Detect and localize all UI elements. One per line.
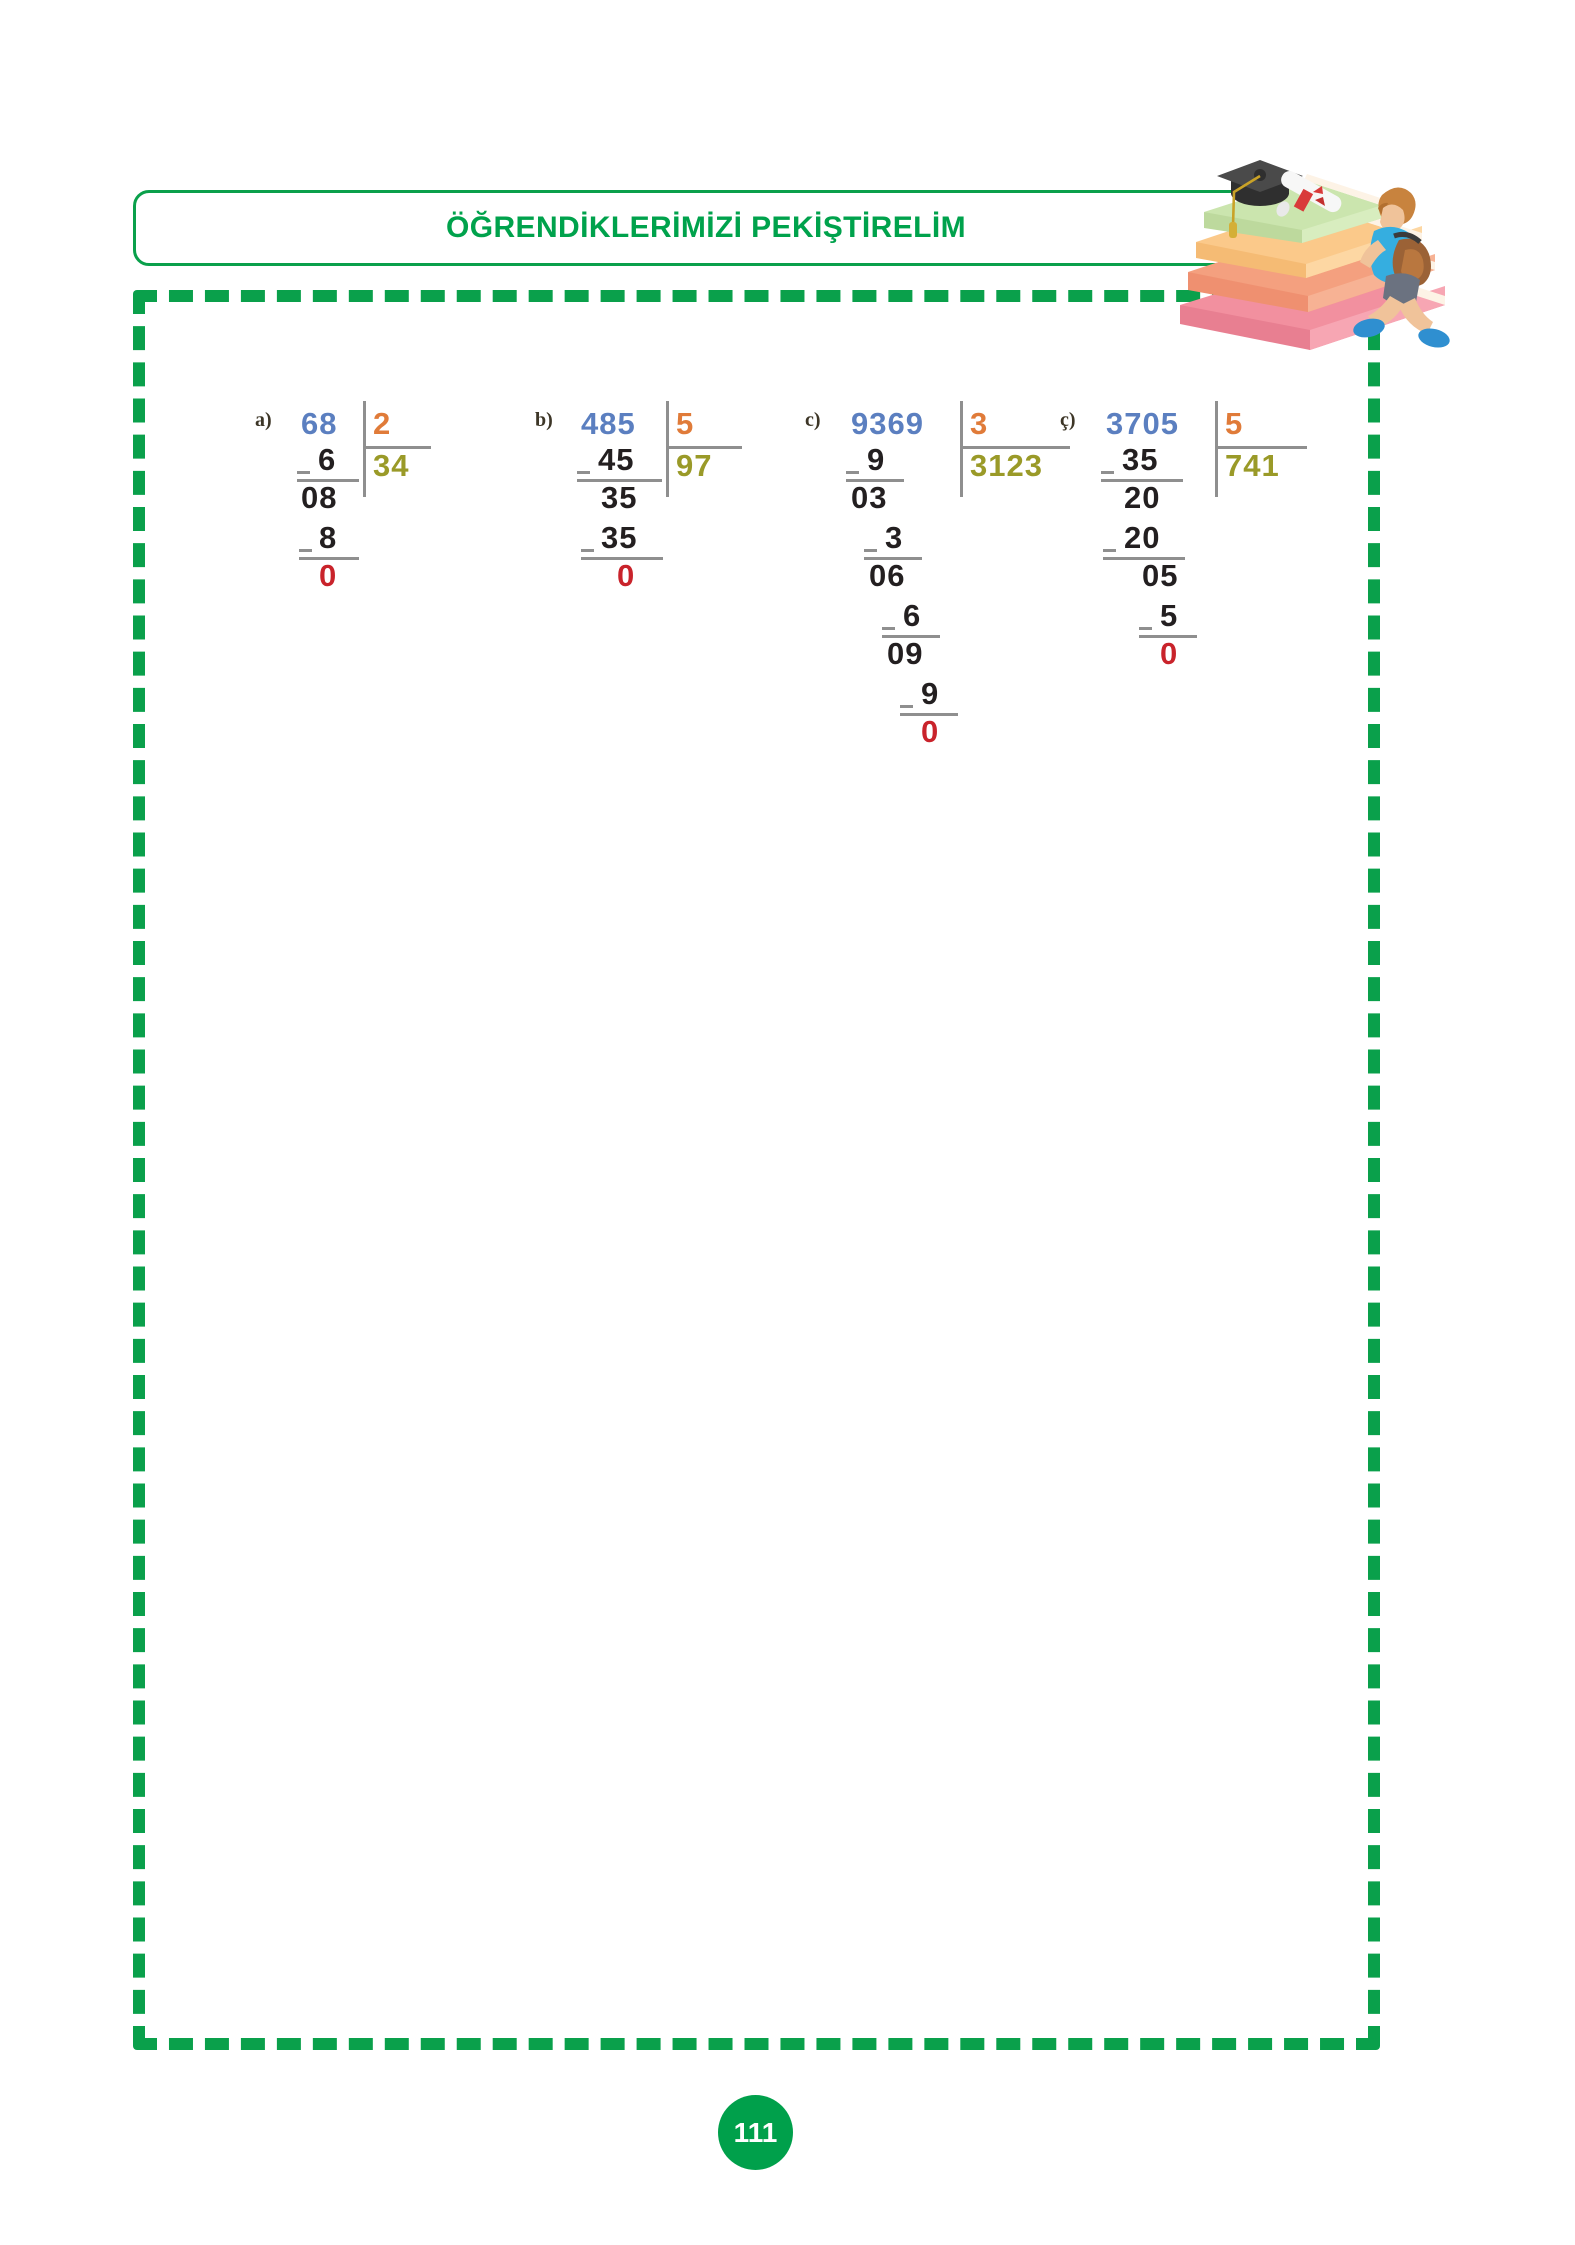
header-banner: [133, 190, 1279, 266]
page-number-badge: 111: [718, 2095, 793, 2170]
student-climbing-books-illustration: [1150, 100, 1450, 350]
page-title: ÖĞRENDİKLERİMİZİ PEKİŞTİRELİM: [446, 211, 966, 244]
worksheet-page: ÖĞRENDİKLERİMİZİ PEKİŞTİRELİM a) 68 2 34 6 08 8 0 b) 485 5 97 45 35 35 0 c) 9369 3 3123 9 03 3 06 6 09 9 0 ç) 3705 5 741 35 20 20 05 5 0 111: [0, 0, 1575, 2245]
